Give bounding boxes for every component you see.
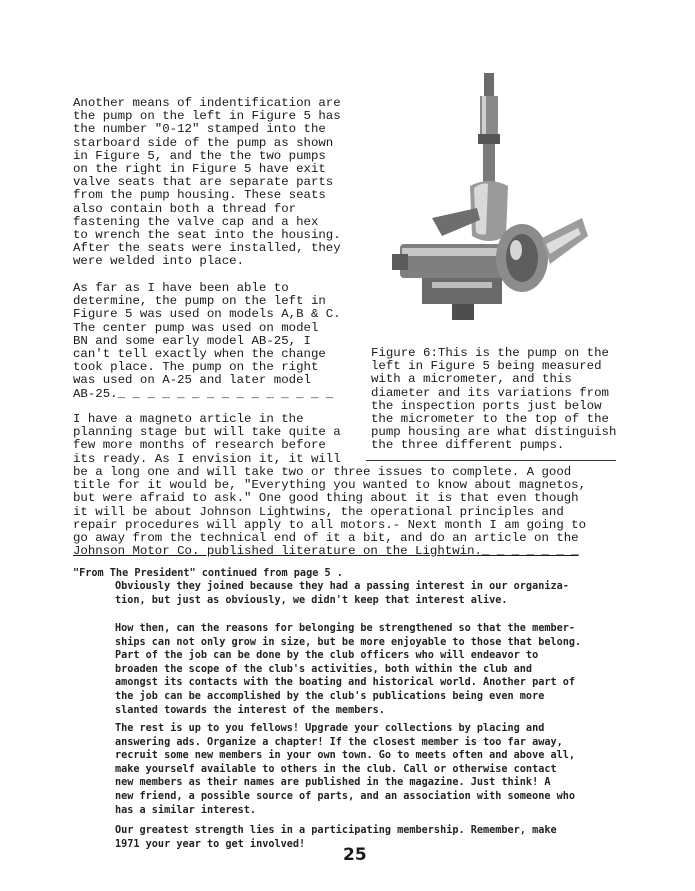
text-line: Another means of indentification are xyxy=(73,96,341,110)
text-line: was used on A-25 and later model xyxy=(73,373,311,388)
text-line: recruit some new members in your own town. Go to meets often and above all, xyxy=(115,750,576,762)
text-line: the number "0-12" stamped into the xyxy=(73,122,326,137)
text-line: Figure 5 was used on models A,B & C. xyxy=(73,307,341,322)
text-line: answering ads. Organize a chapter! If the closest member is too far away, xyxy=(115,736,563,748)
article-paragraph-2 xyxy=(73,282,341,401)
text-line: BN and some early model AB-25, I xyxy=(73,333,311,348)
text-line: tion, but just as obviously, we didn't keep that interest alive. xyxy=(115,594,508,606)
text-line: to wrench the seat into the housing. xyxy=(73,228,341,243)
text-line: it will be about Johnson Lightwins, the operational principles and xyxy=(73,504,564,519)
pump-micrometer-photo xyxy=(392,68,592,333)
text-line: Obviously they joined because they had a passing interest in our organiza- xyxy=(115,581,569,592)
text-line: be a long one and will take two or three issues to complete. A good xyxy=(73,465,572,479)
president-paragraph-2 xyxy=(115,622,581,717)
caption-line: Figure 6:This is the pump on the xyxy=(371,346,609,360)
text-line: ships can not only grow in size, but be more enjoyable to those that belong. xyxy=(115,636,582,648)
article-paragraph-1 xyxy=(73,97,341,269)
text-line: Part of the job can be done by the club officers who will endeavor to xyxy=(115,650,539,662)
text-line: the job can be accomplished by the club's publications being even more xyxy=(115,690,545,702)
caption-line: with a micrometer, and this xyxy=(371,372,572,387)
text-line: starboard side of the pump as shown xyxy=(73,135,334,150)
text-line: Johnson Motor Co. published literature on the Lightwin._ _ _ _ _ _ _ xyxy=(73,544,579,559)
caption-line: the inspection ports just below xyxy=(371,398,602,413)
text-line: new friend, a possible source of parts, and an association with someone who xyxy=(115,790,576,802)
section-rule xyxy=(366,460,616,461)
text-line: broaden the scope of the club's activities, both within the club and xyxy=(115,663,533,675)
text-line: in Figure 5, and the the two pumps xyxy=(73,148,326,163)
text-line: but were afraid to ask." One good thing about it is that even though xyxy=(73,491,579,506)
president-paragraph-3 xyxy=(115,722,575,817)
text-line: repair procedures will apply to all motors.- Next month I am going to xyxy=(73,517,587,532)
heading-line: "From The President" continued from page 5 . xyxy=(73,568,343,579)
text-line: took place. The pump on the right xyxy=(73,360,319,375)
text-line: make yourself available to others in the club. Call or otherwise contact xyxy=(115,763,557,775)
text-line: The rest is up to you fellows! Upgrade your collections by placing and xyxy=(115,723,545,734)
text-line: After the seats were installed, they xyxy=(73,241,341,256)
figure-caption xyxy=(371,347,616,453)
text-line: 1971 your year to get involved! xyxy=(115,838,306,850)
text-line: on the right in Figure 5 have exit xyxy=(73,162,326,177)
text-line: AB-25._ _ _ _ _ _ _ _ _ _ _ _ _ _ _ xyxy=(73,386,334,401)
president-continued-heading xyxy=(73,567,343,581)
text-line: new members as their names are published in the magazine. Just think! A xyxy=(115,777,551,789)
caption-line: the three different pumps. xyxy=(371,438,565,453)
text-line: its ready. As I envision it, it will xyxy=(73,451,341,466)
article-paragraph-3 xyxy=(73,413,341,466)
text-line: the pump on the left in Figure 5 has xyxy=(73,109,341,124)
caption-line: pump housing are what distinguish xyxy=(371,425,617,440)
president-paragraph-4 xyxy=(115,824,557,851)
text-line: can't tell exactly when the change xyxy=(73,347,326,362)
text-line: few more months of research before xyxy=(73,438,326,453)
text-line: go away from the technical end of it a bit, and do an article on the xyxy=(73,531,579,546)
text-line: slanted towards the interest of the members. xyxy=(115,704,385,716)
text-line: valve seats that are separate parts xyxy=(73,175,334,190)
caption-line: left in Figure 5 being measured xyxy=(371,359,602,374)
text-line: I have a magneto article in the xyxy=(73,412,304,426)
text-line: The center pump was used on model xyxy=(73,320,319,335)
text-line: also contain both a thread for xyxy=(73,201,297,216)
text-line: Our greatest strength lies in a participating membership. Remember, make xyxy=(115,825,557,836)
text-line: title for it would be, "Everything you wanted to know about magnetos, xyxy=(73,478,587,493)
text-line: has a similar interest. xyxy=(115,804,257,816)
text-line: were welded into place. xyxy=(73,254,245,269)
text-line: fastening the valve cap and a hex xyxy=(73,214,319,229)
text-line: As far as I have been able to xyxy=(73,281,289,295)
caption-line: the micrometer to the top of the xyxy=(371,412,609,427)
president-paragraph-1 xyxy=(115,580,569,607)
text-line: planning stage but will take quite a xyxy=(73,425,341,440)
article-paragraph-wide xyxy=(73,466,586,558)
text-line: from the pump housing. These seats xyxy=(73,188,326,203)
text-line: How then, can the reasons for belonging be strengthened so that the member- xyxy=(115,623,576,634)
text-line: amongst its contacts with the boating and historical world. Another part of xyxy=(115,677,576,689)
text-line: determine, the pump on the left in xyxy=(73,294,326,309)
caption-line: diameter and its variations from xyxy=(371,385,609,400)
page-number: 25 xyxy=(343,845,367,865)
